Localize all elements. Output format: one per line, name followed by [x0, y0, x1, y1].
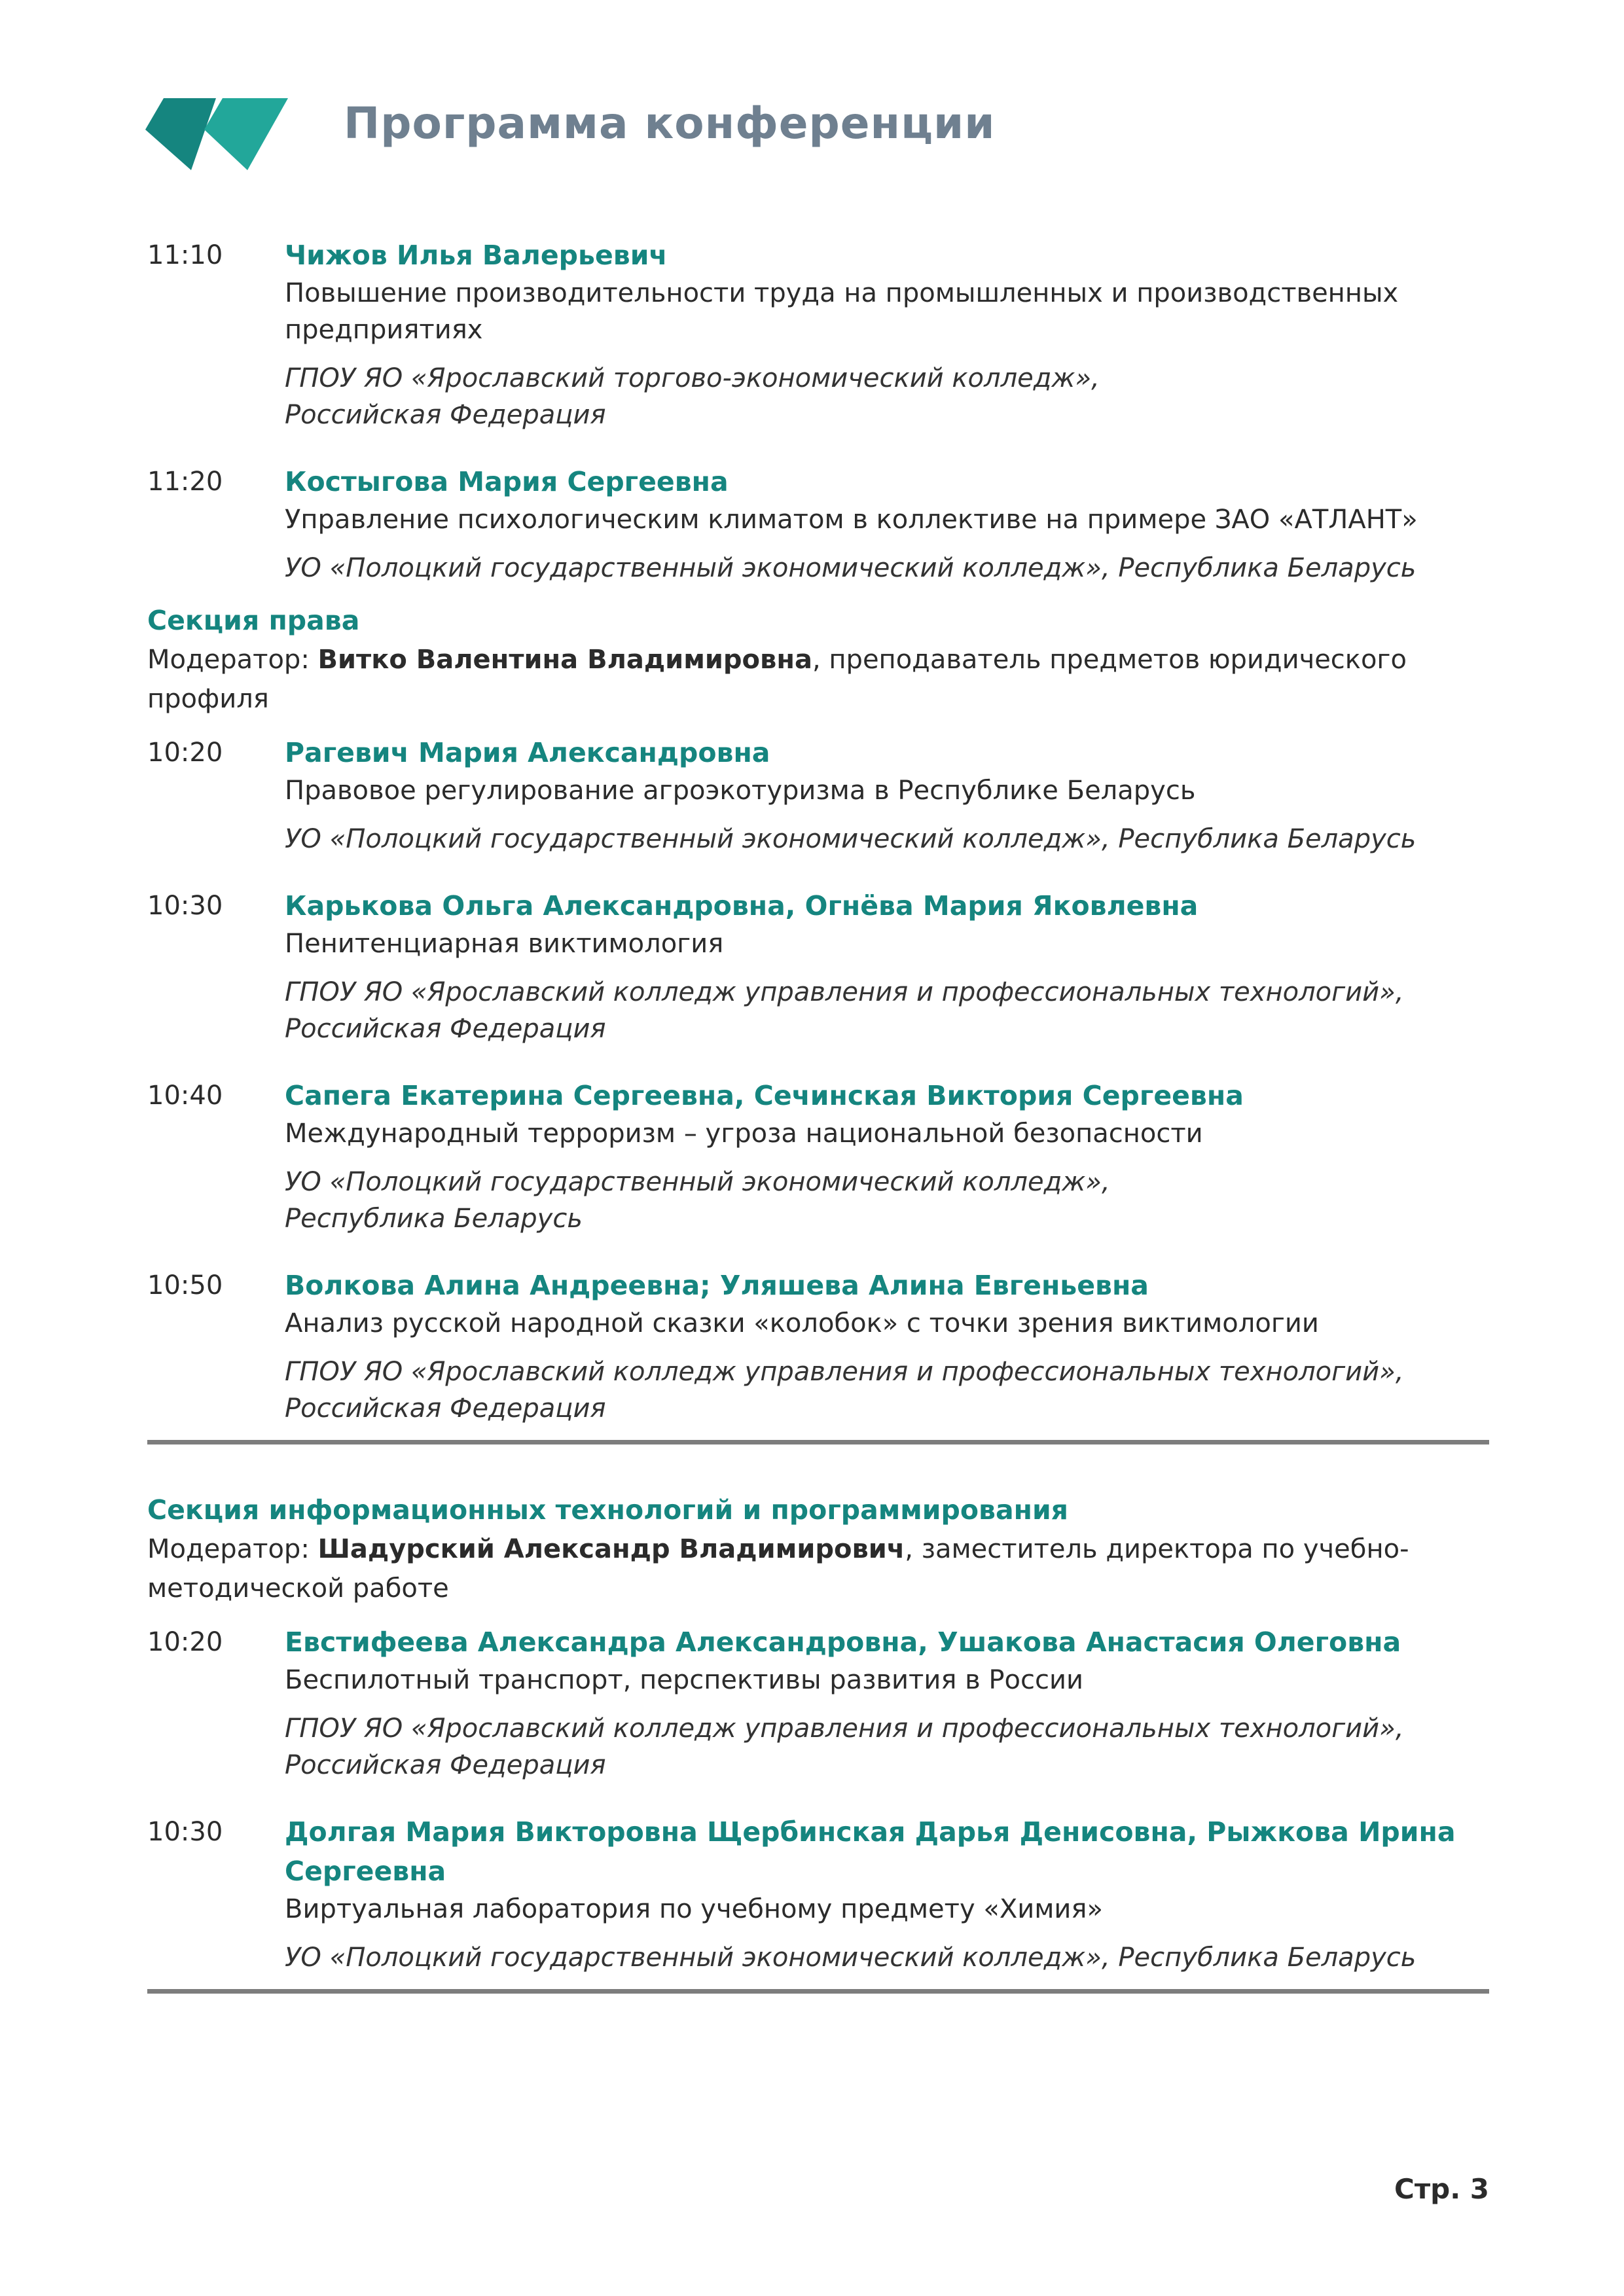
talk-topic: Международный терроризм – угроза национальной безопасности — [285, 1119, 1203, 1149]
organization-line: ГПОУ ЯО «Ярославский колледж управления и профессиональных технологий», — [285, 977, 1404, 1007]
entry-time: 10:20 — [147, 738, 223, 768]
talk-topic: Анализ русской народной сказки «колобок» с точки зрения виктимологии — [285, 1308, 1319, 1338]
talk-topic: Пенитенциарная виктимология — [285, 929, 724, 959]
entry-time: 10:30 — [147, 891, 223, 921]
moderator-role: , заместитель директора по учебно-методической работе — [147, 1534, 1409, 1604]
section-title: Секция информационных технологий и программирования — [147, 1494, 1069, 1526]
speaker-names: Волкова Алина Андреевна; Уляшева Алина Евгеньевна — [285, 1270, 1149, 1301]
entry-time: 11:10 — [147, 240, 223, 270]
organization-line: УО «Полоцкий государственный экономический колледж», Республика Беларусь — [285, 824, 1416, 854]
organization-line: УО «Полоцкий государственный экономический колледж», Республика Беларусь — [285, 553, 1416, 583]
program-entry — [147, 1812, 1489, 1976]
speaker-names: Костыгова Мария Сергеевна — [285, 466, 729, 497]
program-entry — [147, 733, 1489, 857]
page-title: Программа конференции — [344, 98, 996, 149]
entry-time: 10:40 — [147, 1081, 223, 1111]
organization-line: Российская Федерация — [285, 1393, 606, 1424]
talk-topic: Правовое регулирование агроэкотуризма в Республике Беларусь — [285, 776, 1196, 806]
entry-time: 10:30 — [147, 1817, 223, 1847]
entry-time: 11:20 — [147, 467, 223, 497]
speaker-names: Рагевич Мария Александровна — [285, 737, 770, 768]
section-title: Секция права — [147, 605, 360, 636]
talk-topic: Управление психологическим климатом в коллективе на примере ЗАО «АТЛАНТ» — [285, 505, 1418, 535]
moderator-label: Модератор: — [147, 1534, 310, 1564]
talk-topic: Виртуальная лаборатория по учебному предмету «Химия» — [285, 1894, 1103, 1924]
speaker-names: Карькова Ольга Александровна, Огнёва Мария Яковлевна — [285, 890, 1199, 922]
moderator-label: Модератор: — [147, 645, 310, 675]
organization-line: ГПОУ ЯО «Ярославский колледж управления и профессиональных технологий», — [285, 1357, 1404, 1387]
program-entry — [147, 236, 1489, 433]
organization — [285, 1354, 1489, 1427]
speaker-names: Евстифеева Александра Александровна, Ушакова Анастасия Олеговна — [285, 1626, 1401, 1658]
program-entry — [147, 886, 1489, 1047]
organization — [285, 360, 1489, 433]
organization — [285, 1939, 1489, 1976]
page-number: Стр. 3 — [1394, 2173, 1490, 2205]
speaker-names: Долгая Мария Викторовна Щербинская Дарья Денисовна, Рыжкова Ирина Сергеевна — [285, 1816, 1456, 1887]
organization — [285, 974, 1489, 1047]
entry-time: 10:20 — [147, 1627, 223, 1657]
organization-line: ГПОУ ЯО «Ярославский колледж управления и профессиональных технологий», — [285, 1713, 1404, 1744]
program-entry — [147, 1266, 1489, 1427]
organization — [285, 1164, 1489, 1237]
section-divider — [147, 1440, 1489, 1444]
talk-topic: Повышение производительности труда на промышленных и производственных предприятиях — [285, 278, 1399, 345]
section-moderator — [147, 1530, 1489, 1608]
section-law — [147, 601, 1489, 1427]
organization — [285, 821, 1489, 857]
moderator-role: , преподаватель предметов юридического профиля — [147, 645, 1407, 714]
speaker-names: Сапега Екатерина Сергеевна, Сечинская Виктория Сергеевна — [285, 1080, 1244, 1111]
organization-line: УО «Полоцкий государственный экономический колледж», — [285, 1167, 1110, 1197]
program-entry — [147, 462, 1489, 586]
program-entry — [147, 1076, 1489, 1237]
speaker-names: Чижов Илья Валерьевич — [285, 240, 668, 271]
entry-time: 10:50 — [147, 1270, 223, 1300]
organization — [285, 550, 1489, 586]
talk-topic: Беспилотный транспорт, перспективы развития в России — [285, 1665, 1083, 1695]
program-entry — [147, 1623, 1489, 1784]
section-divider — [147, 1989, 1489, 1994]
moderator-name: Шадурский Александр Владимирович — [317, 1534, 905, 1564]
organization-line: ГПОУ ЯО «Ярославский торгово-экономический колледж», — [285, 363, 1100, 393]
organization-line: Республика Беларусь — [285, 1204, 583, 1234]
organization-line: Российская Федерация — [285, 1750, 606, 1780]
moderator-name: Витко Валентина Владимировна — [317, 645, 812, 675]
organization-line: Российская Федерация — [285, 1014, 606, 1044]
section-it — [147, 1490, 1489, 1976]
organization-line: УО «Полоцкий государственный экономический колледж», Республика Беларусь — [285, 1943, 1416, 1973]
organization-line: Российская Федерация — [285, 400, 606, 430]
organization — [285, 1710, 1489, 1784]
conference-logo — [145, 98, 289, 170]
section-moderator — [147, 640, 1489, 719]
program-content — [147, 236, 1489, 1994]
